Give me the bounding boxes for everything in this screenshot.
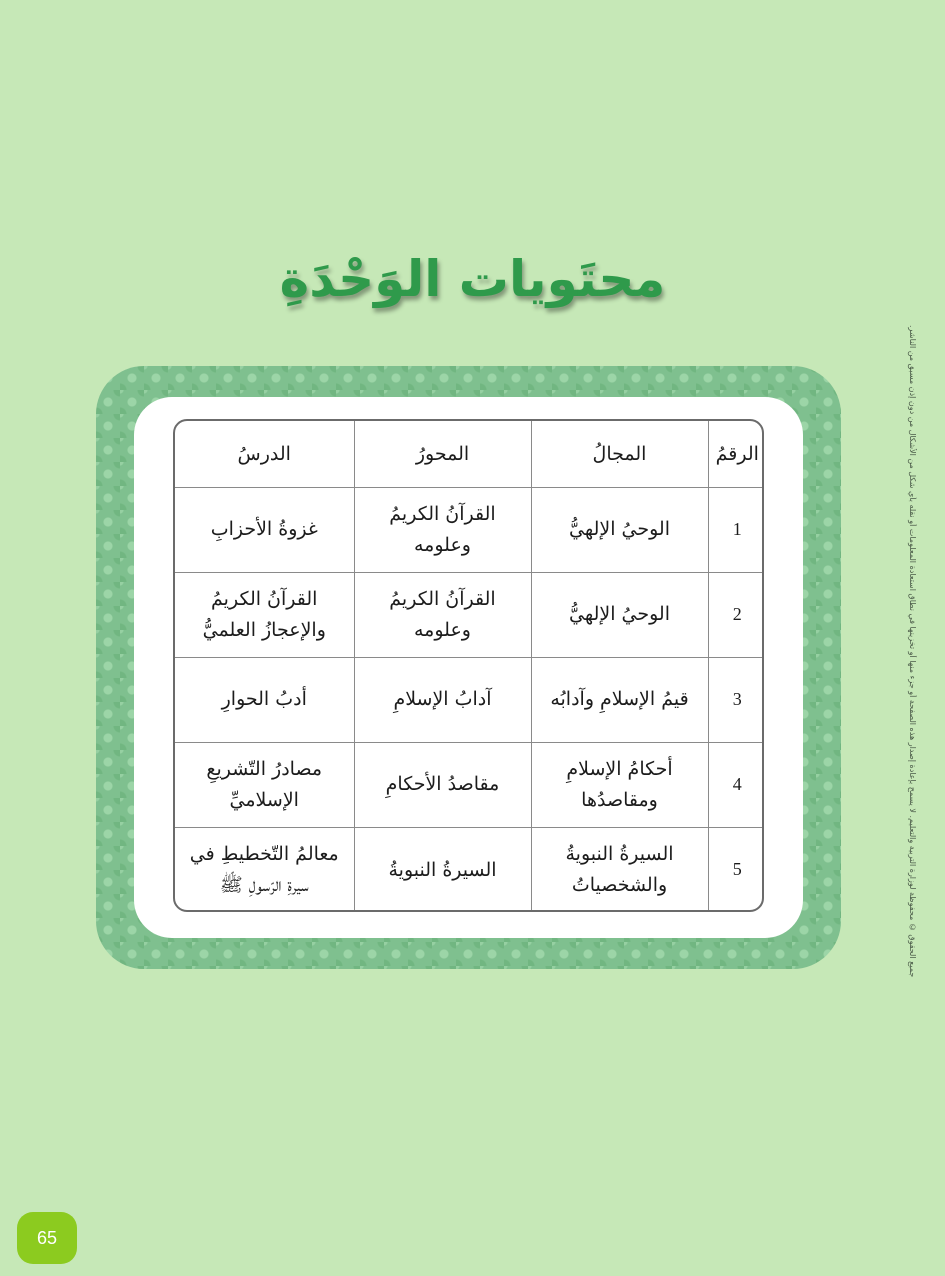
row-lesson: معالمُ التّخطيطِ في سيرةِ الرّسولِ ﷺ (175, 827, 354, 912)
row-lesson: مصادرُ التّشريعِ الإسلاميِّ (175, 742, 354, 827)
page-number-badge: 65 (17, 1212, 77, 1264)
row-domain: أحكامُ الإسلامِ ومقاصدُها (531, 742, 708, 827)
row-lesson: أدبُ الحوارِ (175, 657, 354, 742)
unit-contents-table (175, 421, 764, 912)
row-domain: الوحيُ الإلهيُّ (531, 487, 708, 572)
row-axis: القرآنُ الكريمُ وعلومه (354, 572, 531, 657)
row-domain: السيرةُ النبويةُ والشخصياتُ (531, 827, 708, 912)
row-number: 3 (708, 657, 764, 742)
header-domain: المجالُ (531, 421, 708, 487)
copyright-side-note: جميع الحقوق © محفوظة لوزارة التربية والتعليم. لا يسمح بإعادة إصدار هذه الصفحة أو جزء منها أو تخزينها في نطاق استعادة المعلومات أو نقله بأي شكل من الأشكال من دون إذن مسبق من الناشر. (908, 324, 917, 978)
header-lesson: الدرسُ (175, 421, 354, 487)
row-axis: آدابُ الإسلامِ (354, 657, 531, 742)
row-lesson: غزوةُ الأحزابِ (175, 487, 354, 572)
unit-contents-table-container (173, 419, 764, 912)
row-domain: قيمُ الإسلامِ وآدابُه (531, 657, 708, 742)
table-row (175, 572, 764, 657)
row-number: 5 (708, 827, 764, 912)
row-domain: الوحيُ الإلهيُّ (531, 572, 708, 657)
row-number: 4 (708, 742, 764, 827)
row-lesson: القرآنُ الكريمُ والإعجازُ العلميُّ (175, 572, 354, 657)
row-axis: القرآنُ الكريمُ وعلومه (354, 487, 531, 572)
header-number: الرقمُ (708, 421, 764, 487)
row-axis: مقاصدُ الأحكامِ (354, 742, 531, 827)
page-title: محتَويات الوَحْدَةِ (279, 250, 666, 308)
table-row (175, 827, 764, 912)
table-row (175, 487, 764, 572)
row-number: 1 (708, 487, 764, 572)
row-number: 2 (708, 572, 764, 657)
header-axis: المحورُ (354, 421, 531, 487)
table-row (175, 742, 764, 827)
table-row (175, 657, 764, 742)
row-axis: السيرةُ النبويةُ (354, 827, 531, 912)
table-header-row (175, 421, 764, 487)
